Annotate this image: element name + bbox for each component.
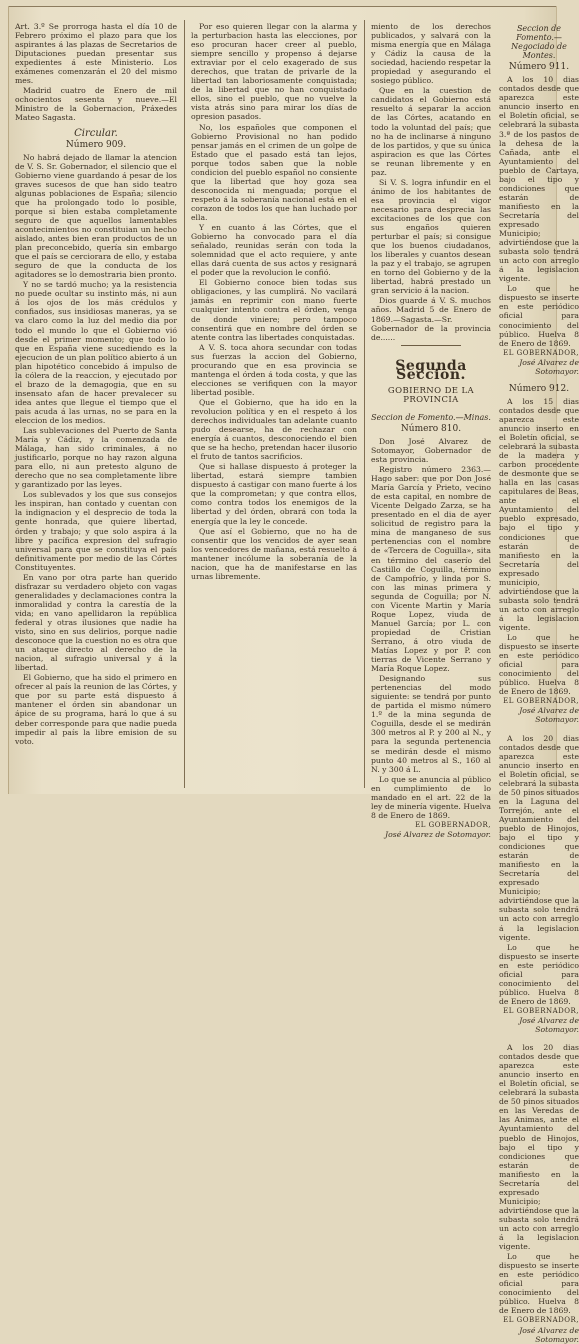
circular-paragraph: Que si hallase dispuesto á proteger la libertad, estará siempre tambien dispuesto á castigar con mano fuerte á los que la comprometan; y que contra ellos, como contra todos los enemigos de la libertad y del órden, obrará con toda la energía que la ley le concede. [191,462,357,526]
column-right [371,22,579,1344]
circular-paragraph: Y no se tardó mucho; ya la resistencia no puede ocultar su instinto más, ni aun á los ojos de los más crédulos y confiados, sus insidiosas maneras, ya se va claro como la luz del medio dia por todo el mundo lo que el Gobierno vió desde el primer momento; que todo lo que en España viene sucediendo es la ejecucion de un plan político abierto á un plan hipotético concebido á impulso de la cólera de la reaccion, y ejecutado por el brazo de la demagogia, que en su insensato afan de hacer prevalecer su idea antes que llegue el tiempo que el pais acuda á las urnas, no se para en la eleccion de los medios. [15,280,177,425]
newspaper-page [8,6,579,1344]
signature-name: José Alvarez de Sotomayor. [385,829,491,839]
circular-continuation: miento de los derechos publicados, y salvará con la misma energía que en Málaga y Cádiz la causa de la sociedad, haciendo respetar la propiedad y asegurando el sosiego público. [371,22,491,86]
signature-title: EL GOBERNADOR, [415,820,491,829]
column-left [15,22,177,786]
signature-title: EL GOBERNADOR, [503,1316,579,1325]
notice-number: Número 912. [508,383,570,394]
section-subheading: Seccion de Fomento.—Minas. [371,412,491,422]
circular-continuation: Si V. S. logra infundir en el ánimo de los habitantes de esa provincia el vigor necesario para desprecia las excitaciones de los que con sus engaños quieren perturbar el país; si consigue que los buenos ciudadanos, los liberales y cuantos desean la paz y el trabajo, se agrupen en torno del Gobierno y de la libertad, habrá prestado un gran servicio á la nacion. [371,177,491,296]
notice-paragraph: Don José Alvarez de Sotomayor, Gobernador de esta provincia. [371,436,491,465]
signature-name: José Alvarez de Sotomayor. [519,1015,579,1035]
notice-paragraph: A los 10 dias contados desde que aparezca este anuncio inserto en el Boletín oficial, se celebrará la subasta 3.ª de los pastos de la dehesa de la Cañada, ante el Ayuntamiento del pueblo de Cartaya, bajo el tipo y condiciones que estarán de manifiesto en la Secretaría del expresado Municipio; advirtiéndose que la subasta solo tendrá un acto con arreglo á la legislacion vigente. [499,75,579,284]
circular-paragraph: Que el Gobierno, que ha ido en la revolucion política y en el respeto á los derechos individuales tan adelante cuanto pudo desearse, ha de rechazar con energía á cuantos, desconociendo el bien que se ha hecho, pretendan hacer ilusorio el fruto de tantos sacrificios. [191,397,357,462]
divider [401,345,461,346]
column-separator [364,20,365,788]
notice-number: Número 810. [400,423,462,434]
circular-paragraph: Las sublevaciones del Puerto de Santa María y Cádiz, y la comenzada de Málaga, han sido criminales, á no justificarlo, porque no hay razon alguna para ello, ni aun pretesto alguno de derecho que no sea completamente libre y garantizado por las leyes. [15,426,177,490]
circular-continuation: Dios guarde á V. S. muchos años. Madrid 5 de Enero de 1869.—Sagasta.—Sr. Gobernador de la provincia de...... [371,296,491,342]
circular-paragraph: En vano por otra parte han querido disfrazar su verdadero objeto con vagas generalidades y declamaciones contra la inmoralidad y contra la carestía de la vida; en vano apellidaron la república federal y otras ilusiones que nadie ha visto, sino en sus delirios, porque nadie desconoce que la cuestion no es otra que un ataque directo al derecho de la nacion, al sufragio universal y á la libertad. [15,572,177,673]
circular-paragraph: El Gobierno, que ha sido el primero en ofrecer al país la reunion de las Córtes, y que por su parte está dispuesto á mantener el órden sin abandonar un ápice de su programa, hará lo que á su deber corresponde para que nadie pueda impedir al país la libre emision de su voto. [15,673,177,746]
notice-paragraph: A los 20 dias contados desde que aparezca este anuncio inserto en el Boletín oficial, se celebrará la subasta de 50 pinos situados en la Laguna del Torrejón, ante el Ayuntamiento del pueblo de Hinojos, bajo el tipo y condiciones que estarán de manifiesto en la Secretaría del expresado Municipio; advirtiéndose que la subasta solo tendrá un acto con arreglo á la legislacion vigente. [499,733,579,942]
notice-paragraph: A los 15 dias contados desde que aparezca este anuncio inserto en el Boletín oficial, se celebrará la subasta de la madera y carbon procedente de desmonte que se halla en las casas capitulares de Beas, ante el Ayuntamiento del pueblo expresado, bajo el tipo y condiciones que estarán de manifiesto en la Secretaría del expresado municipio, advirtiéndose que la subasta solo tendrá un acto con arreglo á la legislacion vigente. [499,396,579,632]
column-right-b [499,22,579,1344]
column-separator [184,20,185,788]
notice-paragraph: Lo que se anuncia al público en cumplimiento de lo mandado en el art. 22 de la ley de minería vigente. Huelva 8 de Enero de 1869. [371,774,491,820]
notice-paragraph: Designando sus pertenencias del modo siguiente: se tendrá por punto de partida el mismo número 1.º de la mina segunda de Coguilla, desde el se medirán 300 metros al P. y 200 al N., y para la segunda pertenencia se medirán desde el mismo punto 40 metros al S., 160 al N. y 300 á L. [371,674,491,774]
circular-paragraph: El Gobierno conoce bien todas sus obligaciones, y las cumplirá. No vacilará jamás en reprimir con mano fuerte cualquier intento contra el órden, venga de donde viniere; pero tampoco consentirá que en nombre del órden se atente contra las libertades conquistadas. [191,278,357,342]
signature-title: EL GOBERNADOR, [503,348,579,357]
signature-title: EL GOBERNADOR, [503,697,579,706]
circular-paragraph: Que así el Gobierno, que no ha de consentir que los vencidos de ayer sean los vencedores de mañana, está resuelto á mantener incólume la soberanía de la nacion, que ha de manifestarse en las urnas libremente. [191,526,357,581]
circular-paragraph: Los sublevados y los que sus consejos les inspiran, han contado y cuentan con la indignacion y el desprecio de toda la gente honrada, que quiere libertad, órden y trabajo; y que solo aspira á la libre y pacífica expresion del sufragio universal para que se constituya el país definitivamente por medio de las Córtes Constituyentes. [15,490,177,572]
circular-continuation: Que en la cuestion de candidatos el Gobierno está resuelto á separar la accion de las Córtes, acatando en todo la voluntad del país; que no ha de inclinarse á ninguno de los partidos, y que su única aspiracion es que las Córtes se reunan libremente y en paz. [371,86,491,177]
signature-name: José Alvarez de Sotomayor. [519,357,579,376]
notice-closing: Lo que he dispuesto se inserte en este periódico oficial para conocimiento del público. Huelva 8 de Enero de 1869. [499,942,579,1006]
circular-paragraph: No habrá dejado de llamar la atencion de V. S. Sr. Gobernador, el silencio que el Gobierno viene guardando á pesar de los graves sucesos de que han sido teatro algunas poblaciones de España; silencio que ha prolongado todo lo posible, porque si bien estaba completamente seguro de que aquellos lamentables acontecimientos no constituian un hecho aislado, antes bien eran productos de un plan preconcebido, quería sin embargo que el país se cerciorara de ello, y estaba seguro de que la conducta de los agitadores se lo demostraria bien pronto. [15,152,177,280]
notice-closing: Lo que he dispuesto se inserte en este periódico oficial para conocimiento del público. Huelva 8 de Enero de 1869. [499,633,579,697]
notice-paragraph: Registro número 2363.—Hago saber: que por Don José María García y Prieto, vecino de esta capital, en nombre de Vicente Delgado Zarza, se ha presentado en el dia de ayer solicitud de registro para la mina de manganeso de sus pertenencias con el nombre de «Tercera de Coguilla», sita en término del caserío del Castillo de Coguilla, término de Campofrío, y linda por S. con las minas primera y segunda de Coguilla; por N. con Vicente Martin y María Roque Lopez, viuda de Manuel García; por L. con propiedad de Cristian Serrano, á otro viuda de Matías Lopez y por P. con tierras de Vicente Serrano y María Roque Lopez. [371,465,491,674]
fomento-heading: Seccion de Fomento.—Negociado de Montes. [511,24,567,61]
circular-number: Número 909. [65,139,127,150]
circular-paragraph: No, los españoles que componen el Gobierno Provisional no han podido pensar jamás en el crimen de un golpe de Estado que el pasado está tan lejos, porque todos saben que la noble condicion del pueblo español no consiente que la libertad que hoy goza sea desconocida ni menguada; porque el respeto á la soberanía nacional está en el corazon de todos los que han luchado por ella. [191,122,357,222]
notice-closing: Lo que he dispuesto se inserte en este periódico oficial para conocimiento del público. Huelva 8 de Enero de 1869. [499,284,579,348]
decree-article: Art. 3.º Se prorroga hasta el día 10 de Febrero próximo el plazo para que los aspirantes á las plazas de Secretarios de Diputaciones puedan presentar sus expedientes á este Ministerio. Los exámenes comenzarán el 20 del mismo mes. [15,22,177,86]
section-title: Segunda Seccion. [395,357,467,383]
notice-number: Número 911. [508,62,570,73]
circular-heading: Circular. [74,127,118,139]
column-right-a [371,22,491,839]
signature-title: EL GOBERNADOR, [503,1006,579,1015]
notice-closing: Lo que he dispuesto se inserte en este periódico oficial para conocimiento del público. Huelva 8 de Enero de 1869. [499,1252,579,1316]
signature-name: José Alvarez de Sotomayor. [519,1325,579,1344]
circular-paragraph: Y en cuanto á las Córtes, que el Gobierno ha convocado para el día señalado, reunidas serán con toda la solemnidad que el acto requiere, y ante ellas dará cuenta de sus actos y resignará el poder que la revolucion le confió. [191,223,357,278]
notice-paragraph: A los 20 dias contados desde que aparezca este anuncio inserto en el Boletín oficial, se celebrará la subasta de 50 pinos situados en las Veredas de las Animas, ante el Ayuntamiento del pueblo de Hinojos, bajo el tipo y condiciones que estarán de manifiesto en la Secretaría del expresado Municipio; advirtiéndose que la subasta solo tendrá un acto con arreglo á la legislacion vigente. [499,1043,579,1252]
circular-paragraph: A V. S. toca ahora secundar con todas sus fuerzas la accion del Gobierno, procurando que en esa provincia se mantenga el órden á toda costa, y que las elecciones se verifiquen con la mayor libertad posible. [191,342,357,397]
top-rule [9,6,556,7]
decree-signature: Madrid cuatro de Enero de mil ochocientos sesenta y nueve.—El Ministro de la Gobernacion, Práxedes Mateo Sagasta. [15,86,177,123]
column-middle [191,22,357,786]
gobierno-heading: GOBIERNO DE LA PROVINCIA [387,385,475,405]
circular-paragraph: Por eso quieren llegar con la alarma y la perturbacion hasta las elecciones, por eso procuran hacer creer al pueblo, siempre sencillo y propenso á dejarse extraviar por el celo exagerado de sus derechos, que tratan de privarle de la libertad tan laboriosamente conquistada; de la libertad que no han conquistado ellos, sino el pueblo, que no vuelve la vista atrás sino para mirar los días de opresion pasados. [191,22,357,122]
signature-name: José Alvarez de Sotomayor. [519,706,579,725]
